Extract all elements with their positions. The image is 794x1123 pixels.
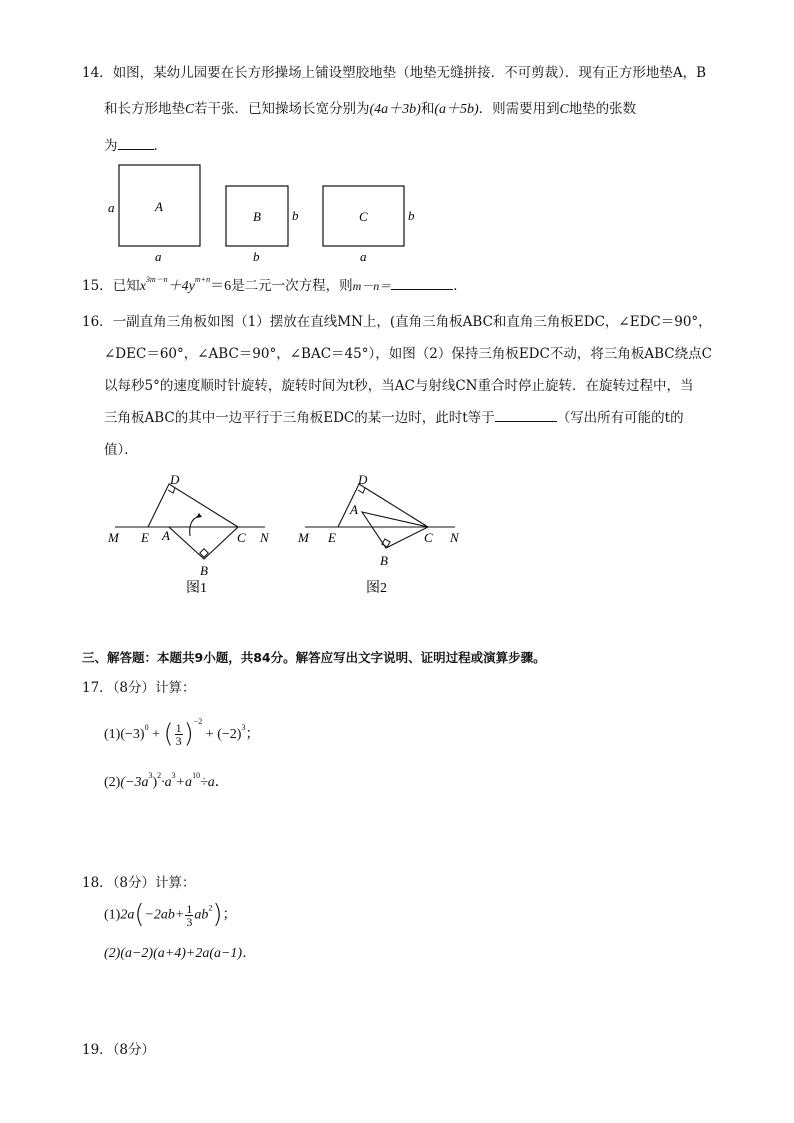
q16-text-4a: 三角板ABC的其中一边平行于三角板EDC的某一边时，此时t等于 [104, 410, 495, 426]
q17-p2-a-exp: 2 [157, 771, 162, 780]
q15-mid: ＋4y [167, 279, 195, 294]
q18-p1-fraction [185, 903, 193, 928]
q17-p2-dot: ·a [161, 775, 172, 790]
q16-line2 [104, 345, 712, 363]
q17-number: 17． [82, 680, 113, 696]
fig1-caption: 图1 [186, 581, 207, 596]
q17-p2-end: ． [214, 775, 229, 790]
q18-p1-label: (1) [104, 907, 121, 923]
q14-text-3: 为 [104, 138, 118, 154]
fig2-label-b: B [380, 553, 388, 568]
section-3-heading: 三、解答题：本题共9小题，共84分。解答应写出文字说明、证明过程或演算步骤。 [82, 650, 546, 665]
q17-p1-b-exp: −2 [193, 717, 203, 726]
tile-a-side-label: a [108, 200, 115, 215]
q14-answer-blank[interactable] [118, 149, 154, 150]
q18-p1-a: 2a [120, 907, 135, 923]
q18-p1-end: ； [222, 907, 237, 923]
fig1-rotation-arrow [190, 516, 199, 536]
q17-part1 [104, 717, 260, 749]
q14-text-1: 如图，某幼儿园要在长方形操场上铺设塑胶地垫（地垫无缝拼接．不可剪裁）．现有正方形地垫A，B [112, 65, 707, 81]
fig2-label-m: M [298, 530, 309, 545]
q14-and: 和 [420, 101, 435, 117]
fig1-label-n: N [260, 530, 269, 545]
q16-figure-1 [100, 468, 280, 598]
q14-c-label-2: C [559, 101, 569, 116]
fig2-caption: 图2 [366, 581, 387, 596]
fig1-label-c: C [237, 530, 246, 545]
q17-p2-b-exp: 3 [171, 771, 176, 780]
q17-p1-frac-num: 1 [175, 721, 182, 736]
tile-a-label: A [155, 199, 163, 214]
q14-text-2a: 和长方形地垫 [104, 101, 185, 117]
tile-c-side-label: b [408, 208, 415, 223]
q17-head-line [82, 679, 196, 697]
fig1-label-a: A [162, 528, 170, 543]
tile-c-label: C [359, 209, 368, 224]
q16-text-5: 值）． [104, 442, 138, 458]
q14-text-2c: ．则需要用到 [478, 101, 560, 117]
q18-head: （8分）计算： [112, 875, 196, 891]
q17-p1-c: (−2) [217, 727, 242, 742]
q18-p1-rparen: ) [212, 899, 223, 930]
q17-p1-lparen: ( [163, 719, 174, 749]
fig1-label-b: B [200, 563, 208, 578]
fig2-label-n: N [450, 530, 459, 545]
fig2-label-a: A [350, 502, 358, 517]
q19-number: 19． [82, 1042, 113, 1058]
q18-p1-inner: −2ab+ [144, 907, 185, 923]
q17-p2-close: ) [152, 775, 158, 790]
q17-part2 [104, 771, 229, 792]
q15-eq-end: ＝6 [210, 279, 232, 294]
q17-p2-c-exp: 10 [192, 771, 201, 780]
fig2-label-c: C [424, 530, 433, 545]
q15-x: x [139, 279, 146, 294]
q14-line2 [104, 100, 636, 119]
q17-p1-plus: + [152, 727, 160, 742]
q17-p2-plus: +a [175, 775, 193, 790]
q16-text-4b: （写出所有可能的t的 [556, 410, 684, 426]
q14-expr-length: (4a＋3b) [369, 102, 421, 117]
q16-number: 16． [82, 314, 113, 330]
q15-end: ． [453, 278, 467, 294]
q17-p1-c-exp: 3 [241, 723, 246, 732]
q16-line5 [104, 441, 138, 459]
q14-line1 [82, 64, 706, 82]
q17-p1-a-exp: 0 [144, 723, 149, 732]
fig1-label-m: M [108, 530, 119, 545]
q15-number: 15． [82, 278, 113, 294]
q16-line3 [104, 377, 693, 395]
q17-p2-label: (2) [104, 775, 121, 790]
q15-line [82, 277, 467, 296]
tile-b-side-label: b [292, 208, 299, 223]
q17-p1-frac-den: 3 [175, 734, 182, 749]
q18-part2 [104, 945, 256, 963]
q16-answer-blank[interactable] [495, 421, 557, 422]
fig2-triangle-abc [362, 512, 428, 548]
q18-p2-end: ． [242, 946, 257, 961]
q15-pre: 已知 [112, 278, 140, 294]
fig1-right-angle-d [168, 488, 175, 493]
q16-line4 [104, 409, 684, 427]
q17-p1-plus2: + [205, 727, 214, 742]
q17-p2-div: ÷a [200, 775, 215, 790]
q18-p1-lparen: ( [134, 899, 145, 930]
q18-head-line [82, 874, 196, 892]
q18-part1 [104, 899, 237, 930]
q17-p2-a-in-exp: 3 [148, 771, 153, 780]
fig1-arrow-head [196, 513, 202, 518]
fig2-label-d: D [358, 472, 368, 487]
q15-exp1: 3m－n [145, 275, 168, 284]
q16-text-3: 以每秒5°的速度顺时针旋转，旋转时间为t秒，当AC与射线CN重合时停止旋转．在旋转过程中，当 [104, 378, 694, 394]
q17-p2-a: (−3a [120, 775, 149, 790]
fig2-right-angle-d [358, 488, 365, 493]
q18-p1-inner2-exp: 2 [208, 903, 213, 913]
q15-answer-blank[interactable] [391, 289, 453, 290]
q15-exp2: m+n [194, 275, 211, 284]
q19-head-line [82, 1041, 155, 1059]
q17-p1-a: (−3) [120, 727, 145, 742]
q17-p1-fraction [175, 722, 183, 747]
q14-text-3-end: ． [153, 138, 167, 154]
q16-text-2: ∠DEC＝60°，∠ABC＝90°，∠BAC＝45°），如图（2）保持三角板EDC不动，将三角板ABC绕点C [104, 346, 712, 362]
tile-b-bottom-label: b [253, 249, 260, 264]
q18-p1-frac-num: 1 [186, 902, 193, 916]
q18-p1-inner2: ab [194, 907, 209, 923]
q18-p1-frac-den: 3 [186, 915, 193, 929]
q17-p1-end: ； [245, 727, 260, 742]
q17-head: （8分）计算： [112, 680, 196, 696]
fig1-label-e: E [141, 530, 149, 545]
q18-number: 18． [82, 875, 113, 891]
tile-a-bottom-label: a [155, 249, 162, 264]
q14-text-2d: 地垫的张数 [568, 101, 637, 117]
q16-text-1: 一副直角三角板如图（1）摆放在直线MN上，(直角三角板ABC和直角三角板EDC，∠EDC＝90°， [112, 314, 712, 330]
q16-figure-2 [290, 468, 470, 598]
q19-head: （8分） [112, 1042, 156, 1058]
q17-p1-rparen: ) [183, 719, 194, 749]
q14-c-label: C [185, 101, 195, 116]
q17-p1-label: (1) [104, 727, 121, 742]
q14-text-2b: 若干张．已知操场长宽分别为 [194, 101, 370, 117]
q14-number: 14． [82, 65, 113, 81]
q14-figure [100, 160, 430, 268]
tile-c-bottom-label: a [360, 249, 367, 264]
q15-text: 是二元一次方程，则 [231, 278, 353, 294]
q16-line1 [82, 313, 712, 331]
q15-ask: m－n＝ [352, 279, 392, 293]
tile-b-label: B [253, 209, 261, 224]
q18-p2: (2)(a−2)(a+4)+2a(a−1) [104, 946, 243, 961]
fig1-triangle-abc [169, 527, 238, 559]
q14-expr-width: (a＋5b) [434, 102, 479, 117]
fig2-label-e: E [328, 530, 336, 545]
q14-line3 [104, 137, 167, 155]
fig1-label-d: D [170, 472, 180, 487]
